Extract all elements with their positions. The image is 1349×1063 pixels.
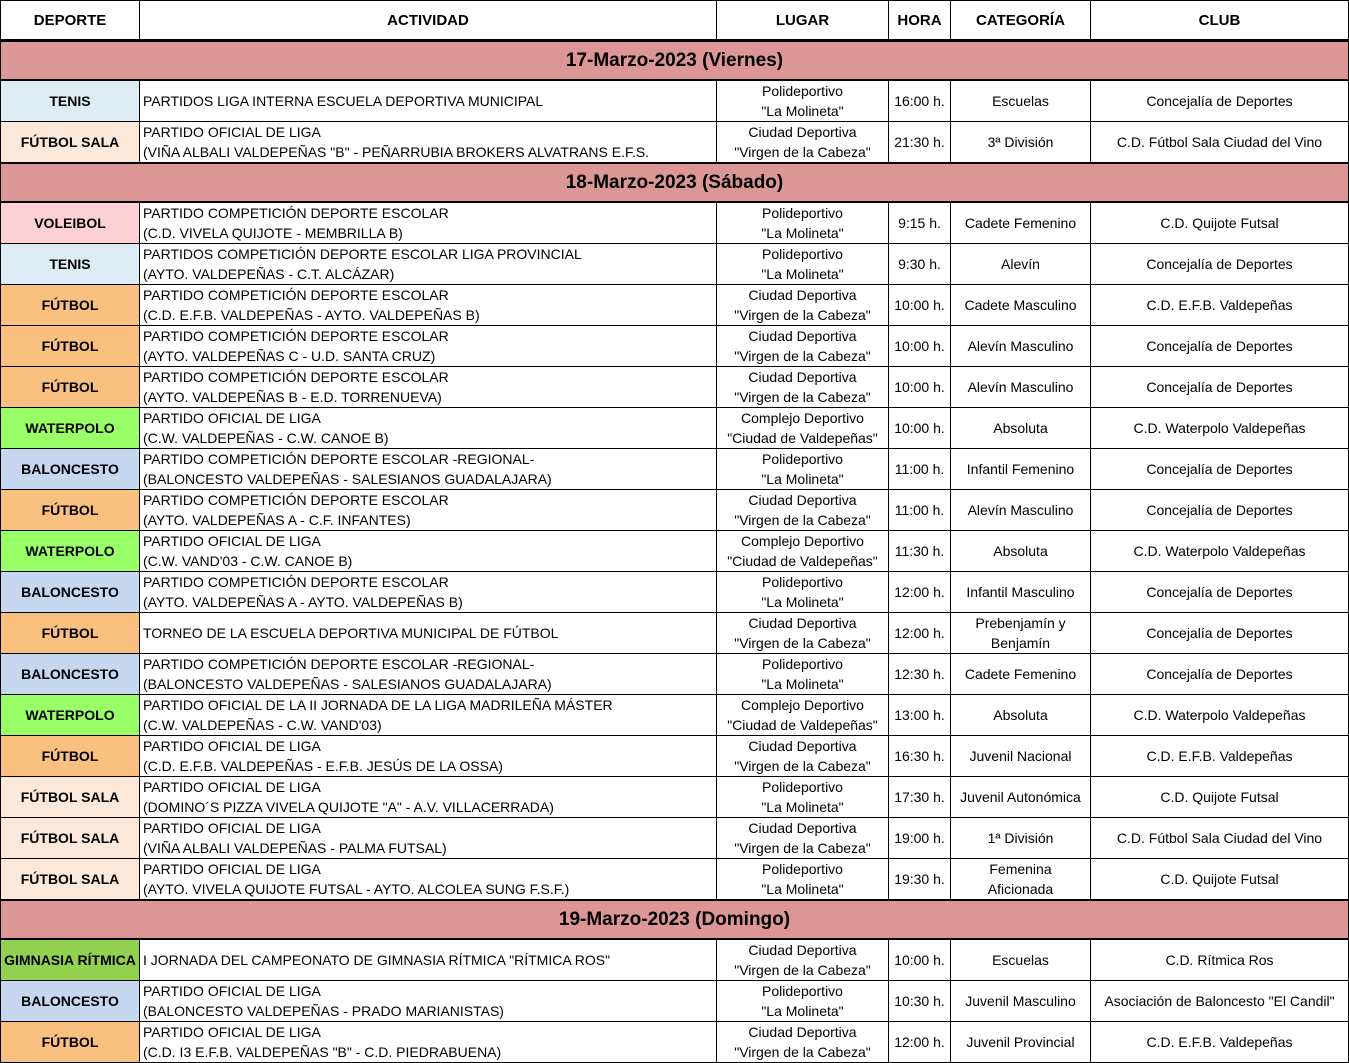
place-line: "Virgen de la Cabeza" xyxy=(734,1044,871,1060)
category-cell xyxy=(951,80,1091,122)
place-cell xyxy=(717,613,889,654)
category-cell xyxy=(951,122,1091,164)
time-cell: 17:30 h. xyxy=(889,777,951,818)
place-line: Complejo Deportivo xyxy=(741,533,864,549)
place-line: Polideportivo xyxy=(762,451,843,467)
place-line: "Ciudad de Valdepeñas" xyxy=(727,717,878,733)
event-row xyxy=(1,695,1349,736)
category-cell xyxy=(951,449,1091,490)
club-cell: Concejalía de Deportes xyxy=(1091,80,1349,122)
place-line: Polideportivo xyxy=(762,246,843,262)
sport-cell: FÚTBOL SALA xyxy=(1,777,140,818)
header-lugar: LUGAR xyxy=(717,1,889,41)
activity-cell xyxy=(140,939,717,981)
activity-line: PARTIDOS LIGA INTERNA ESCUELA DEPORTIVA MUNICIPAL xyxy=(143,93,544,109)
category-line: Cadete Femenino xyxy=(964,666,1077,682)
activity-cell xyxy=(140,654,717,695)
activity-line: (AYTO. VALDEPEÑAS A - C.F. INFANTES) xyxy=(143,512,411,528)
activity-line: (C.W. VALDEPEÑAS - C.W. CANOE B) xyxy=(143,430,389,446)
activity-cell xyxy=(140,818,717,859)
time-cell: 9:15 h. xyxy=(889,202,951,244)
place-cell xyxy=(717,408,889,449)
activity-cell xyxy=(140,613,717,654)
day-header-row xyxy=(1,900,1349,939)
activity-cell xyxy=(140,859,717,901)
time-cell: 10:00 h. xyxy=(889,367,951,408)
place-line: "Virgen de la Cabeza" xyxy=(734,348,871,364)
sport-cell: FÚTBOL xyxy=(1,736,140,777)
club-cell: Concejalía de Deportes xyxy=(1091,326,1349,367)
category-line: Cadete Masculino xyxy=(964,297,1077,313)
event-row xyxy=(1,408,1349,449)
event-row xyxy=(1,613,1349,654)
place-line: "La Molineta" xyxy=(761,266,844,282)
sport-cell: BALONCESTO xyxy=(1,981,140,1022)
sport-cell: FÚTBOL SALA xyxy=(1,859,140,901)
day-header-row xyxy=(1,41,1349,81)
place-cell xyxy=(717,80,889,122)
header-hora: HORA xyxy=(889,1,951,41)
place-line: "La Molineta" xyxy=(761,225,844,241)
category-cell xyxy=(951,1022,1091,1063)
time-cell: 11:00 h. xyxy=(889,490,951,531)
activity-line: PARTIDO COMPETICIÓN DEPORTE ESCOLAR xyxy=(143,205,449,221)
sport-cell: WATERPOLO xyxy=(1,531,140,572)
place-line: Polideportivo xyxy=(762,779,843,795)
time-cell: 10:00 h. xyxy=(889,285,951,326)
category-cell xyxy=(951,490,1091,531)
event-row xyxy=(1,490,1349,531)
activity-line: (C.D. E.F.B. VALDEPEÑAS - AYTO. VALDEPEÑAS B) xyxy=(143,307,480,323)
club-cell: C.D. Rítmica Ros xyxy=(1091,939,1349,981)
event-row xyxy=(1,202,1349,244)
activity-line: (VIÑA ALBALI VALDEPEÑAS - PALMA FUTSAL) xyxy=(143,840,447,856)
category-cell xyxy=(951,531,1091,572)
activity-line: PARTIDO OFICIAL DE LIGA xyxy=(143,861,321,877)
sport-cell: FÚTBOL xyxy=(1,490,140,531)
header-row xyxy=(1,1,1349,41)
header-actividad: ACTIVIDAD xyxy=(140,1,717,41)
club-cell: C.D. Fútbol Sala Ciudad del Vino xyxy=(1091,818,1349,859)
place-cell xyxy=(717,122,889,164)
place-line: "Virgen de la Cabeza" xyxy=(734,635,871,651)
time-cell: 16:30 h. xyxy=(889,736,951,777)
club-cell: C.D. Waterpolo Valdepeñas xyxy=(1091,531,1349,572)
header-deporte: DEPORTE xyxy=(1,1,140,41)
category-line: Infantil Masculino xyxy=(966,584,1075,600)
activity-line: PARTIDO COMPETICIÓN DEPORTE ESCOLAR xyxy=(143,328,449,344)
activity-line: (VIÑA ALBALI VALDEPEÑAS "B" - PEÑARRUBIA BROKERS ALVATRANS E.F.S. xyxy=(143,144,650,160)
club-cell: Concejalía de Deportes xyxy=(1091,654,1349,695)
time-cell: 12:00 h. xyxy=(889,613,951,654)
time-cell: 19:30 h. xyxy=(889,859,951,901)
activity-line: PARTIDO OFICIAL DE LIGA xyxy=(143,779,321,795)
place-cell xyxy=(717,326,889,367)
club-cell: Concejalía de Deportes xyxy=(1091,244,1349,285)
club-cell: Concejalía de Deportes xyxy=(1091,367,1349,408)
schedule-body xyxy=(1,41,1349,1063)
activity-cell xyxy=(140,367,717,408)
sport-cell: BALONCESTO xyxy=(1,654,140,695)
time-cell: 11:30 h. xyxy=(889,531,951,572)
club-cell: C.D. Waterpolo Valdepeñas xyxy=(1091,408,1349,449)
event-row xyxy=(1,572,1349,613)
activity-line: PARTIDO COMPETICIÓN DEPORTE ESCOLAR -REGIONAL- xyxy=(143,656,535,672)
activity-line: PARTIDO OFICIAL DE LIGA xyxy=(143,533,321,549)
activity-line: PARTIDO OFICIAL DE LIGA xyxy=(143,820,321,836)
event-row xyxy=(1,1022,1349,1063)
place-line: Polideportivo xyxy=(762,861,843,877)
category-cell xyxy=(951,777,1091,818)
time-cell: 16:00 h. xyxy=(889,80,951,122)
place-line: Complejo Deportivo xyxy=(741,697,864,713)
sport-cell: FÚTBOL SALA xyxy=(1,818,140,859)
category-line: Prebenjamín y xyxy=(975,615,1066,631)
sport-cell: FÚTBOL xyxy=(1,285,140,326)
place-line: "Virgen de la Cabeza" xyxy=(734,512,871,528)
category-cell xyxy=(951,613,1091,654)
place-line: "La Molineta" xyxy=(761,103,844,119)
activity-line: PARTIDO COMPETICIÓN DEPORTE ESCOLAR xyxy=(143,369,449,385)
category-line: Absoluta xyxy=(993,420,1048,436)
event-row xyxy=(1,285,1349,326)
place-cell xyxy=(717,1022,889,1063)
event-row xyxy=(1,367,1349,408)
place-line: Ciudad Deportiva xyxy=(748,328,857,344)
sport-cell: GIMNASIA RÍTMICA xyxy=(1,939,140,981)
category-line: Absoluta xyxy=(993,707,1048,723)
sport-cell: FÚTBOL xyxy=(1,1022,140,1063)
category-line: Aficionada xyxy=(987,881,1054,897)
place-line: "Ciudad de Valdepeñas" xyxy=(727,553,878,569)
place-cell xyxy=(717,202,889,244)
club-cell: C.D. E.F.B. Valdepeñas xyxy=(1091,285,1349,326)
category-line: Juvenil Masculino xyxy=(965,993,1076,1009)
time-cell: 19:00 h. xyxy=(889,818,951,859)
category-line: Cadete Femenino xyxy=(964,215,1077,231)
place-line: "La Molineta" xyxy=(761,799,844,815)
club-cell: Concejalía de Deportes xyxy=(1091,449,1349,490)
sport-cell: WATERPOLO xyxy=(1,695,140,736)
category-cell xyxy=(951,408,1091,449)
activity-line: PARTIDO COMPETICIÓN DEPORTE ESCOLAR -REGIONAL- xyxy=(143,451,535,467)
sport-cell: TENIS xyxy=(1,244,140,285)
activity-line: PARTIDO OFICIAL DE LA II JORNADA DE LA LIGA MADRILEÑA MÁSTER xyxy=(143,697,613,713)
time-cell: 10:00 h. xyxy=(889,408,951,449)
time-cell: 13:00 h. xyxy=(889,695,951,736)
place-line: Polideportivo xyxy=(762,983,843,999)
club-cell: C.D. Fútbol Sala Ciudad del Vino xyxy=(1091,122,1349,164)
club-cell: C.D. Quijote Futsal xyxy=(1091,777,1349,818)
time-cell: 11:00 h. xyxy=(889,449,951,490)
place-line: Ciudad Deportiva xyxy=(748,615,857,631)
place-cell xyxy=(717,859,889,901)
category-cell xyxy=(951,859,1091,901)
category-cell xyxy=(951,326,1091,367)
activity-cell xyxy=(140,572,717,613)
time-cell: 10:00 h. xyxy=(889,939,951,981)
club-cell: Concejalía de Deportes xyxy=(1091,572,1349,613)
category-line: Juvenil Nacional xyxy=(969,748,1072,764)
activity-line: PARTIDO OFICIAL DE LIGA xyxy=(143,1024,321,1040)
sport-cell: TENIS xyxy=(1,80,140,122)
activity-line: (DOMINO´S PIZZA VIVELA QUIJOTE "A" - A.V. VILLACERRADA) xyxy=(143,799,554,815)
place-cell xyxy=(717,695,889,736)
place-line: Ciudad Deportiva xyxy=(748,1024,857,1040)
club-cell: C.D. E.F.B. Valdepeñas xyxy=(1091,1022,1349,1063)
activity-line: PARTIDO COMPETICIÓN DEPORTE ESCOLAR xyxy=(143,574,449,590)
activity-cell xyxy=(140,981,717,1022)
activity-line: (C.D. I3 E.F.B. VALDEPEÑAS "B" - C.D. PIEDRABUENA) xyxy=(143,1044,502,1060)
place-line: "Virgen de la Cabeza" xyxy=(734,307,871,323)
club-cell: C.D. Quijote Futsal xyxy=(1091,202,1349,244)
activity-line: PARTIDO OFICIAL DE LIGA xyxy=(143,738,321,754)
activity-cell xyxy=(140,449,717,490)
activity-cell xyxy=(140,80,717,122)
activity-line: PARTIDOS COMPETICIÓN DEPORTE ESCOLAR LIGA PROVINCIAL xyxy=(143,246,582,262)
place-cell xyxy=(717,777,889,818)
day-title: 18-Marzo-2023 (Sábado) xyxy=(1,163,1349,202)
place-line: Ciudad Deportiva xyxy=(748,738,857,754)
time-cell: 21:30 h. xyxy=(889,122,951,164)
place-line: "La Molineta" xyxy=(761,1003,844,1019)
activity-cell xyxy=(140,244,717,285)
club-cell: C.D. Quijote Futsal xyxy=(1091,859,1349,901)
category-line: Juvenil Provincial xyxy=(966,1034,1075,1050)
sport-cell: FÚTBOL SALA xyxy=(1,122,140,164)
activity-line: (C.D. E.F.B. VALDEPEÑAS - E.F.B. JESÚS DE LA OSSA) xyxy=(143,758,503,774)
place-line: Polideportivo xyxy=(762,656,843,672)
place-cell xyxy=(717,531,889,572)
time-cell: 9:30 h. xyxy=(889,244,951,285)
place-cell xyxy=(717,981,889,1022)
club-cell: Concejalía de Deportes xyxy=(1091,490,1349,531)
category-line: Alevín Masculino xyxy=(967,338,1074,354)
category-line: Alevín Masculino xyxy=(967,502,1074,518)
place-cell xyxy=(717,939,889,981)
category-cell xyxy=(951,818,1091,859)
category-line: Alevín xyxy=(1001,256,1040,272)
category-cell xyxy=(951,572,1091,613)
time-cell: 10:00 h. xyxy=(889,326,951,367)
place-cell xyxy=(717,449,889,490)
activity-line: PARTIDO OFICIAL DE LIGA xyxy=(143,410,321,426)
club-cell: Asociación de Baloncesto "El Candil" xyxy=(1091,981,1349,1022)
day-title: 19-Marzo-2023 (Domingo) xyxy=(1,900,1349,939)
place-line: "Ciudad de Valdepeñas" xyxy=(727,430,878,446)
category-line: Juvenil Autonómica xyxy=(960,789,1081,805)
event-row xyxy=(1,777,1349,818)
activity-cell xyxy=(140,736,717,777)
category-cell xyxy=(951,367,1091,408)
place-line: "La Molineta" xyxy=(761,471,844,487)
place-line: "Virgen de la Cabeza" xyxy=(734,758,871,774)
activity-line: I JORNADA DEL CAMPEONATO DE GIMNASIA RÍTMICA "RÍTMICA ROS" xyxy=(143,952,611,968)
event-row xyxy=(1,859,1349,901)
category-cell xyxy=(951,736,1091,777)
activity-line: (C.W. VAND'03 - C.W. CANOE B) xyxy=(143,553,353,569)
header-categoria: CATEGORÍA xyxy=(951,1,1091,41)
event-row xyxy=(1,654,1349,695)
activity-line: PARTIDO COMPETICIÓN DEPORTE ESCOLAR xyxy=(143,492,449,508)
category-line: Escuelas xyxy=(992,952,1049,968)
category-cell xyxy=(951,939,1091,981)
activity-line: (AYTO. VALDEPEÑAS B - E.D. TORRENUEVA) xyxy=(143,389,442,405)
sport-cell: FÚTBOL xyxy=(1,367,140,408)
place-cell xyxy=(717,736,889,777)
activity-cell xyxy=(140,695,717,736)
category-line: Benjamín xyxy=(990,635,1051,651)
place-line: "La Molineta" xyxy=(761,594,844,610)
place-cell xyxy=(717,654,889,695)
activity-cell xyxy=(140,285,717,326)
place-line: Ciudad Deportiva xyxy=(748,492,857,508)
place-line: "Virgen de la Cabeza" xyxy=(734,840,871,856)
event-row xyxy=(1,244,1349,285)
place-cell xyxy=(717,285,889,326)
event-row xyxy=(1,818,1349,859)
sport-cell: VOLEIBOL xyxy=(1,202,140,244)
place-line: Ciudad Deportiva xyxy=(748,369,857,385)
place-cell xyxy=(717,572,889,613)
club-cell: C.D. E.F.B. Valdepeñas xyxy=(1091,736,1349,777)
activity-cell xyxy=(140,1022,717,1063)
event-row xyxy=(1,80,1349,122)
activity-line: (AYTO. VALDEPEÑAS A - AYTO. VALDEPEÑAS B) xyxy=(143,594,463,610)
activity-cell xyxy=(140,531,717,572)
sport-cell: FÚTBOL xyxy=(1,613,140,654)
club-cell: Concejalía de Deportes xyxy=(1091,613,1349,654)
place-line: Complejo Deportivo xyxy=(741,410,864,426)
activity-line: (C.D. VIVELA QUIJOTE - MEMBRILLA B) xyxy=(143,225,403,241)
place-cell xyxy=(717,490,889,531)
place-line: Ciudad Deportiva xyxy=(748,124,857,140)
category-line: Femenina xyxy=(989,861,1052,877)
place-line: Polideportivo xyxy=(762,205,843,221)
category-cell xyxy=(951,981,1091,1022)
event-row xyxy=(1,981,1349,1022)
category-cell xyxy=(951,244,1091,285)
sport-cell: BALONCESTO xyxy=(1,449,140,490)
category-line: Absoluta xyxy=(993,543,1048,559)
activity-line: (AYTO. VALDEPEÑAS C - U.D. SANTA CRUZ) xyxy=(143,348,436,364)
activity-line: (BALONCESTO VALDEPEÑAS - SALESIANOS GUADALAJARA) xyxy=(143,471,552,487)
sport-cell: FÚTBOL xyxy=(1,326,140,367)
header-club: CLUB xyxy=(1091,1,1349,41)
activity-cell xyxy=(140,408,717,449)
place-cell xyxy=(717,818,889,859)
event-row xyxy=(1,736,1349,777)
activity-cell xyxy=(140,490,717,531)
place-line: Ciudad Deportiva xyxy=(748,287,857,303)
event-row xyxy=(1,122,1349,164)
activity-line: PARTIDO COMPETICIÓN DEPORTE ESCOLAR xyxy=(143,287,449,303)
category-cell xyxy=(951,654,1091,695)
day-header-row xyxy=(1,163,1349,202)
category-line: Alevín Masculino xyxy=(967,379,1074,395)
activity-cell xyxy=(140,202,717,244)
place-cell xyxy=(717,244,889,285)
category-cell xyxy=(951,202,1091,244)
activity-cell xyxy=(140,122,717,164)
activity-line: PARTIDO OFICIAL DE LIGA xyxy=(143,983,321,999)
category-cell xyxy=(951,285,1091,326)
category-cell xyxy=(951,695,1091,736)
place-line: Polideportivo xyxy=(762,83,843,99)
activity-line: (C.W. VALDEPEÑAS - C.W. VAND'03) xyxy=(143,717,382,733)
activity-line: PARTIDO OFICIAL DE LIGA xyxy=(143,124,321,140)
activity-cell xyxy=(140,777,717,818)
sport-cell: WATERPOLO xyxy=(1,408,140,449)
place-cell xyxy=(717,367,889,408)
event-row xyxy=(1,449,1349,490)
event-row xyxy=(1,531,1349,572)
place-line: "La Molineta" xyxy=(761,881,844,897)
category-line: Escuelas xyxy=(992,93,1049,109)
time-cell: 12:00 h. xyxy=(889,1022,951,1063)
day-title: 17-Marzo-2023 (Viernes) xyxy=(1,41,1349,81)
club-cell: C.D. Waterpolo Valdepeñas xyxy=(1091,695,1349,736)
category-line: 3ª División xyxy=(987,134,1054,150)
category-line: 1ª División xyxy=(987,830,1054,846)
place-line: Ciudad Deportiva xyxy=(748,820,857,836)
time-cell: 12:00 h. xyxy=(889,572,951,613)
activity-line: (AYTO. VIVELA QUIJOTE FUTSAL - AYTO. ALCOLEA SUNG F.S.F.) xyxy=(143,881,570,897)
activity-line: (BALONCESTO VALDEPEÑAS - PRADO MARIANISTAS) xyxy=(143,1003,504,1019)
event-row xyxy=(1,326,1349,367)
place-line: "Virgen de la Cabeza" xyxy=(734,962,871,978)
activity-line: (AYTO. VALDEPEÑAS - C.T. ALCÁZAR) xyxy=(143,266,395,282)
event-row xyxy=(1,939,1349,981)
place-line: "La Molineta" xyxy=(761,676,844,692)
activity-line: (BALONCESTO VALDEPEÑAS - SALESIANOS GUADALAJARA) xyxy=(143,676,552,692)
category-line: Infantil Femenino xyxy=(966,461,1075,477)
sport-cell: BALONCESTO xyxy=(1,572,140,613)
time-cell: 12:30 h. xyxy=(889,654,951,695)
place-line: Polideportivo xyxy=(762,574,843,590)
place-line: "Virgen de la Cabeza" xyxy=(734,389,871,405)
place-line: Ciudad Deportiva xyxy=(748,942,857,958)
time-cell: 10:30 h. xyxy=(889,981,951,1022)
activity-cell xyxy=(140,326,717,367)
activity-line: TORNEO DE LA ESCUELA DEPORTIVA MUNICIPAL DE FÚTBOL xyxy=(143,625,559,641)
place-line: "Virgen de la Cabeza" xyxy=(734,144,871,160)
